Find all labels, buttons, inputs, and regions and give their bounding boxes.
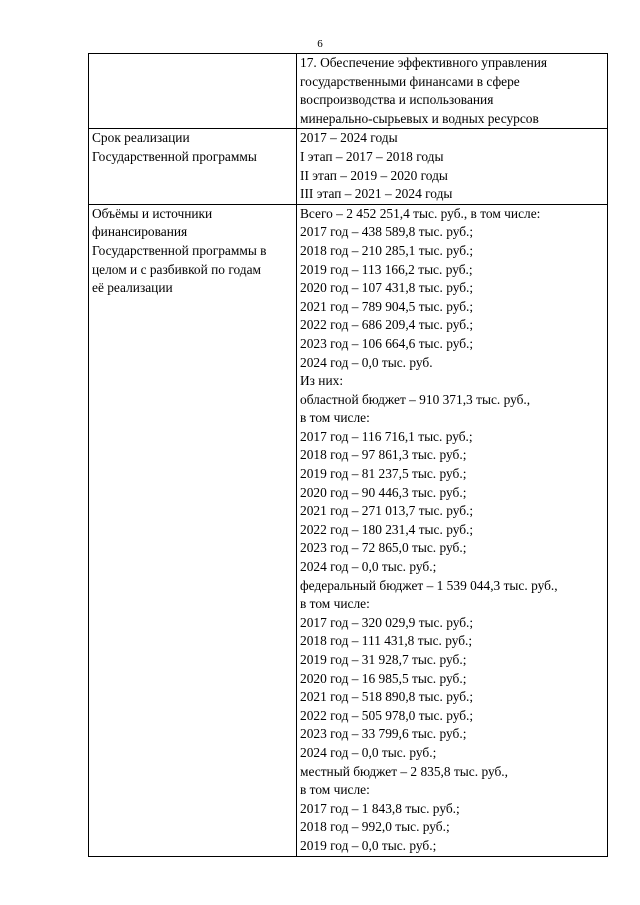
text-line: Объёмы и источники: [92, 205, 213, 221]
text-line: Государственной программы: [92, 148, 257, 164]
text-line: 2024 год – 0,0 тыс. руб.: [300, 354, 433, 370]
text-line: 2018 год – 992,0 тыс. руб.;: [300, 819, 450, 835]
text-line: 2019 год – 81 237,5 тыс. руб.;: [300, 466, 467, 482]
text-line: 2019 год – 0,0 тыс. руб.;: [300, 837, 437, 853]
text-line: 17. Обеспечение эффективного управления: [300, 55, 548, 70]
text-line: 2022 год – 180 231,4 тыс. руб.;: [300, 521, 474, 537]
table-row: [89, 204, 608, 856]
text-line: 2024 год – 0,0 тыс. руб.;: [300, 744, 437, 760]
text-line: местный бюджет – 2 835,8 тыс. руб.,: [300, 763, 508, 779]
text-line: 2018 год – 111 431,8 тыс. руб.;: [300, 633, 473, 649]
table-row: [89, 129, 608, 204]
text-line: 2021 год – 789 904,5 тыс. руб.;: [300, 298, 474, 314]
text-line: 2020 год – 16 985,5 тыс. руб.;: [300, 670, 467, 686]
text-line: II этап – 2019 – 2020 годы: [300, 167, 448, 183]
text-line: 2018 год – 97 861,3 тыс. руб.;: [300, 447, 467, 463]
text-line: 2021 год – 518 890,8 тыс. руб.;: [300, 689, 474, 705]
text-line: 2024 год – 0,0 тыс. руб.;: [300, 559, 437, 575]
text-line: воспроизводства и использования: [300, 92, 494, 108]
text-line: её реализации: [92, 280, 173, 296]
text-line: 2017 год – 116 716,1 тыс. руб.;: [300, 428, 473, 444]
program-passport-table: [88, 53, 608, 857]
text-line: финансирования: [92, 224, 188, 240]
text-line: государственными финансами в сфере: [300, 73, 520, 89]
row-label-cell: [89, 54, 297, 129]
text-line: I этап – 2017 – 2018 годы: [300, 148, 444, 164]
row-label-cell: [89, 204, 297, 856]
row-value-cell: [297, 129, 608, 204]
text-line: в том числе:: [300, 782, 370, 798]
text-line: 2021 год – 271 013,7 тыс. руб.;: [300, 503, 474, 519]
text-line: областной бюджет – 910 371,3 тыс. руб.,: [300, 391, 531, 407]
text-line: 2017 – 2024 годы: [300, 130, 398, 146]
text-line: 2019 год – 31 928,7 тыс. руб.;: [300, 652, 467, 667]
text-line: 2022 год – 505 978,0 тыс. руб.;: [300, 707, 474, 723]
text-line: минерально-сырьевых и водных ресурсов: [300, 110, 539, 126]
text-line: Государственной программы в: [92, 242, 267, 258]
text-line: федеральный бюджет – 1 539 044,3 тыс. руб.,: [300, 577, 558, 593]
text-line: в том числе:: [300, 596, 370, 612]
text-line: 2023 год – 33 799,6 тыс. руб.;: [300, 726, 467, 742]
row-value-cell: [297, 54, 608, 129]
text-line: 2018 год – 210 285,1 тыс. руб.;: [300, 242, 474, 258]
row-value-cell: [297, 204, 608, 856]
text-line: 2022 год – 686 209,4 тыс. руб.;: [300, 317, 474, 333]
text-line: 2020 год – 107 431,8 тыс. руб.;: [300, 280, 474, 296]
table-row: [89, 54, 608, 129]
text-line: Всего – 2 452 251,4 тыс. руб., в том числе:: [300, 205, 541, 221]
text-line: Из них:: [300, 373, 344, 389]
text-line: 2020 год – 90 446,3 тыс. руб.;: [300, 484, 467, 500]
page-number: 6: [317, 38, 323, 50]
text-line: 2019 год – 113 166,2 тыс. руб.;: [300, 261, 473, 277]
passport-table-body: [89, 54, 608, 857]
text-line: 2017 год – 438 589,8 тыс. руб.;: [300, 224, 474, 240]
row-label-cell: [89, 129, 297, 204]
text-line: III этап – 2021 – 2024 годы: [300, 186, 453, 202]
text-line: в том числе:: [300, 410, 370, 426]
text-line: целом и с разбивкой по годам: [92, 261, 262, 277]
text-line: Срок реализации: [92, 130, 190, 146]
text-line: 2023 год – 72 865,0 тыс. руб.;: [300, 540, 467, 556]
text-line: 2017 год – 320 029,9 тыс. руб.;: [300, 614, 474, 630]
text-line: 2023 год – 106 664,6 тыс. руб.;: [300, 335, 474, 351]
text-line: 2017 год – 1 843,8 тыс. руб.;: [300, 800, 460, 816]
